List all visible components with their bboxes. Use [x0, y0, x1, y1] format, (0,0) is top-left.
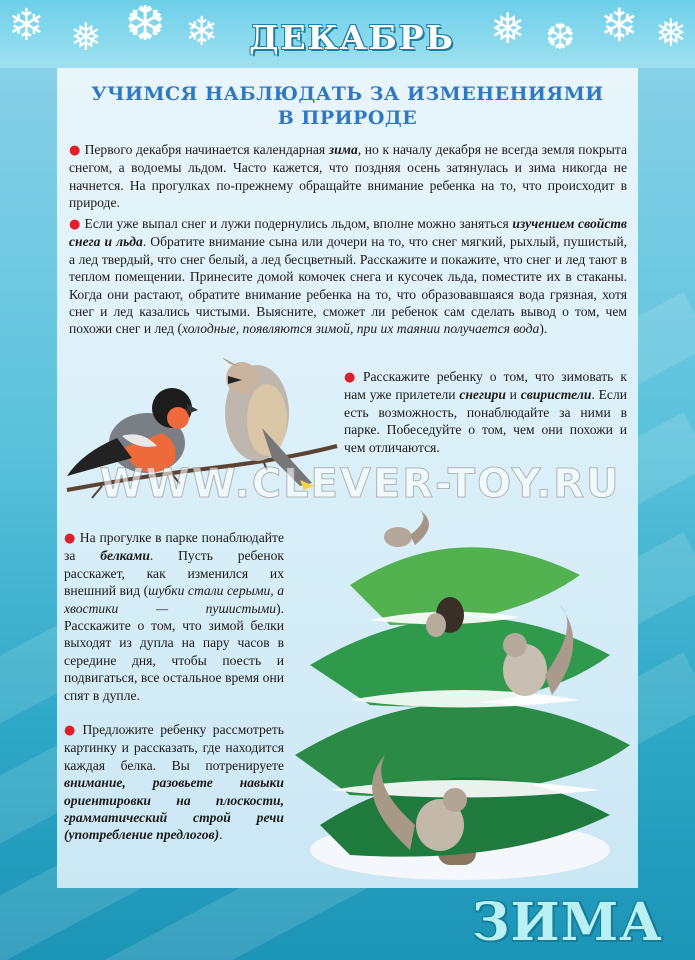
bullet-icon: ●: [344, 370, 359, 385]
section-title: [57, 82, 638, 130]
squirrel: [503, 605, 573, 696]
bullet-icon: ●: [69, 143, 81, 158]
header-banner: [0, 0, 695, 68]
paragraph-birds: ● Расскажите ребенку о том, что зимовать к нам уже прилетели снегири и свиристели. Если есть возможность, понаблюдайте за ними в парке. Побеседуйте о том, чем они похожи и чем отличаются.: [344, 369, 627, 455]
watermark: WWW.CLEVER-TOY.RU: [99, 461, 621, 507]
snowflake-icon: ❄: [8, 0, 45, 51]
bullet-icon: ●: [64, 531, 76, 546]
snowflake-icon: ❆: [125, 0, 166, 52]
paragraph-winter-start: ● Первого декабря начинается календарная зима, но к началу декабря не всегда земля покрыта снегом, а водоемы льдом. Часто кажется, что поздняя осень затянулась и зима никогда не начнется. На прогулках по-прежнему обращайте внимание ребенка на то, что происходит в природе.: [69, 142, 628, 211]
snowflake-icon: ❆: [545, 17, 576, 58]
squirrel: [426, 613, 446, 637]
paragraph-picture-task: ● Предложите ребенку рассмотреть картинку и рассказать, где находится каждая белка. Вы потренируете внимание, разовьете навыки ориентировки на плоскости, грамматический строй речи (употребление предлогов).: [64, 722, 285, 843]
snowflake-icon: ❅: [490, 4, 526, 53]
section-title-line2: В ПРИРОДЕ: [277, 107, 418, 129]
snowflake-icon: ❄: [185, 9, 219, 55]
bullet-icon: ●: [64, 723, 79, 738]
paragraph-squirrels: ● На прогулке в парке понаблюдайте за белками. Пусть ребенок расскажет, как изменился их внешний вид (шубки стали серыми, а хвостики — пушистыми). Расскажите о том, что зимой белки выходят из дупла на пару часов в середине дня, чтобы поесть и подвигаться, все остальное время они спят в дупле.: [64, 530, 284, 703]
paragraph-snow-ice: ● Если уже выпал снег и лужи подернулись льдом, вполне можно заняться изучением свойств снега и льда. Обратите внимание сына или дочери на то, что снег мягкий, рыхлый, пушистый, а лед твердый, что снег белый, а лед бесцветный. Расскажите и покажите, что снег и лед тают в теплом помещении. Принесите домой комочек снега и кусочек льда, поместите их в стаканы. Когда они растают, обратите внимание ребенка на то, что образовавшаяся вода грязная, хотя снег и лед казались чистыми. Выясните, сможет ли ребенок сам сделать вывод о том, чем похожи снег и лед (холодные, появляются зимой, при их таянии получается вода).: [69, 216, 628, 337]
month-title: ДЕКАБРЬ: [249, 18, 455, 57]
season-title: ЗИМА: [472, 892, 663, 953]
section-title-line1: УЧИМСЯ НАБЛЮДАТЬ ЗА ИЗМЕНЕНИЯМИ: [91, 83, 604, 105]
bullet-icon: ●: [69, 217, 81, 232]
snowflake-icon: ❅: [655, 11, 687, 55]
snowflake-icon: ❅: [70, 15, 102, 59]
tree-squirrels-illustration: [290, 505, 635, 885]
squirrel: [384, 510, 429, 547]
snowflake-icon: ❄: [600, 0, 639, 52]
